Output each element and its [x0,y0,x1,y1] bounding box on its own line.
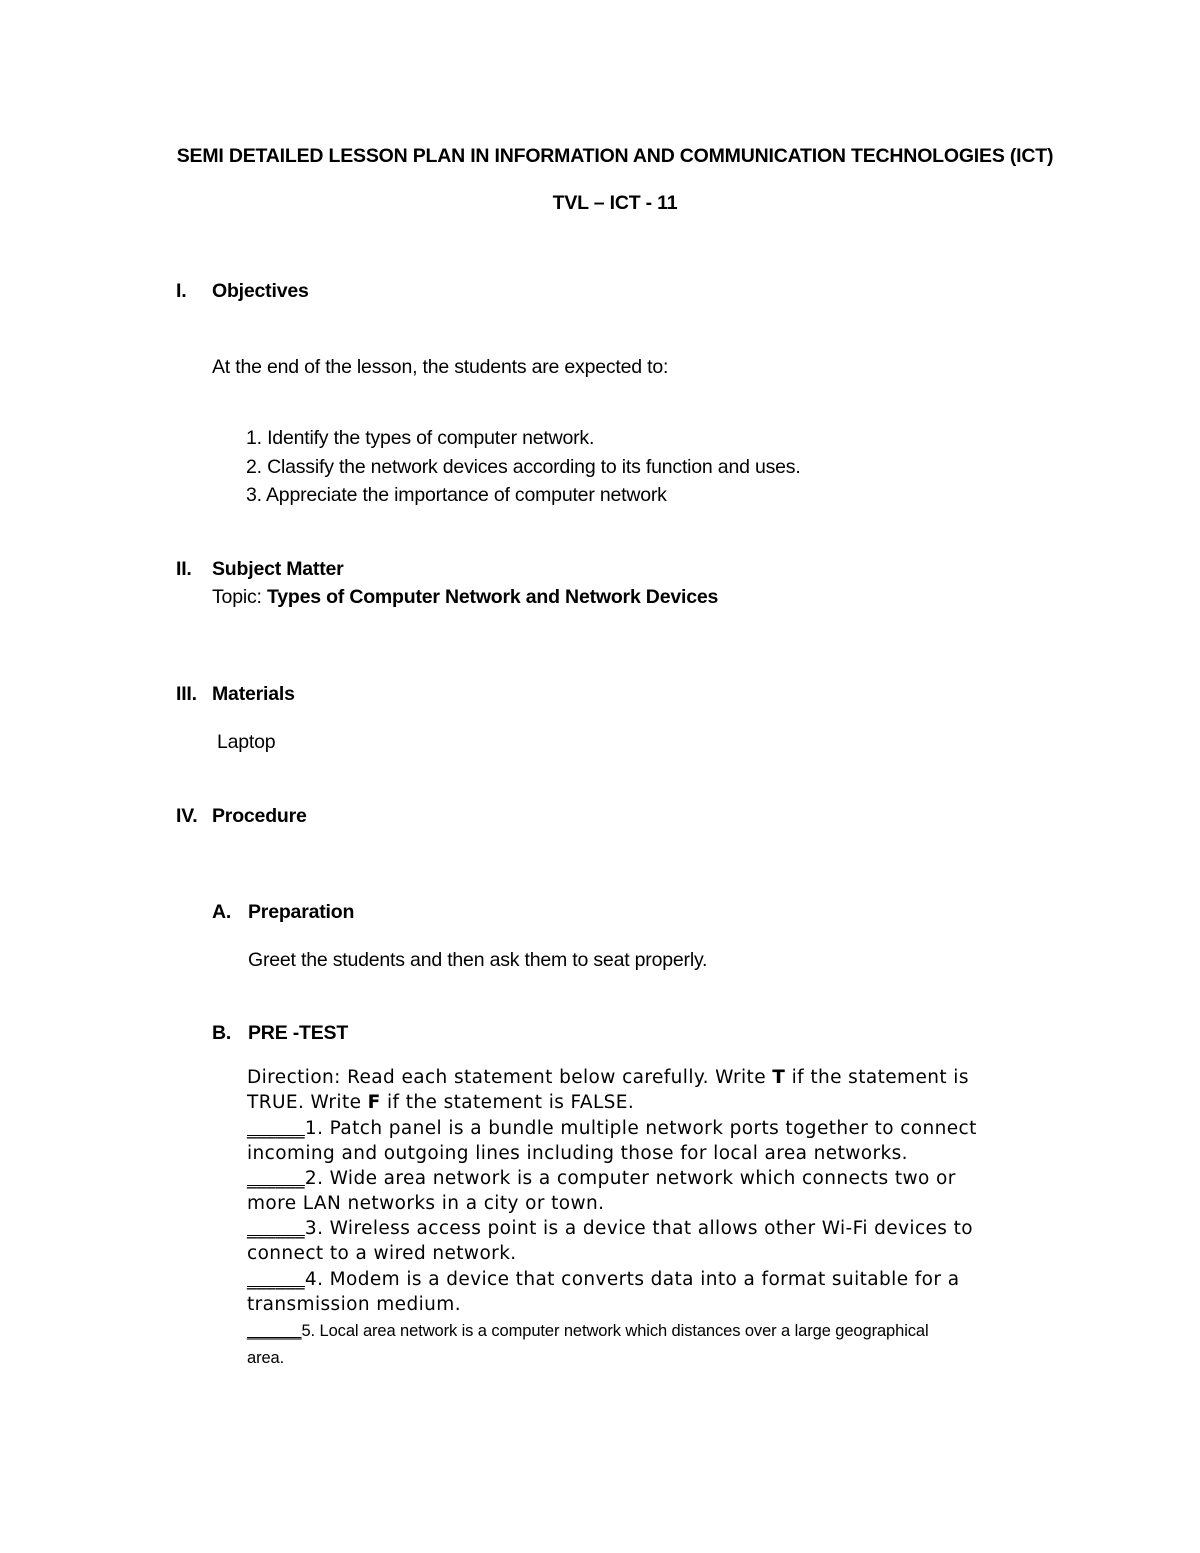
topic-value: Types of Computer Network and Network Devices [266,586,719,608]
subject-matter-title: Subject Matter [212,558,344,580]
procedure-heading [176,805,307,828]
procedure-numeral: IV. [176,805,198,827]
pretest-heading [212,1022,348,1045]
objectives-heading [176,280,309,303]
objectives-intro: At the end of the lesson, the students are expected to: [212,356,669,378]
preparation-heading [212,901,354,924]
direction-true-letter: T [772,1067,786,1088]
question-5-text: 5. Local area network is a computer network which distances over a large geographical [301,1322,929,1340]
preparation-letter: A. [212,901,232,923]
answer-blank-2: ______ [247,1168,305,1189]
question-1-line-2: incoming and outgoing lines including those for local area networks. [247,1143,908,1164]
question-3-text: 3. Wireless access point is a device that allows other Wi-Fi devices to [304,1218,974,1239]
direction-false-letter: F [367,1092,381,1113]
document-subtitle: TVL – ICT - 11 [552,192,678,214]
question-3-line-1 [247,1218,973,1239]
direction-text-b: if the statement is [785,1067,969,1088]
question-4-text: 4. Modem is a device that converts data into a format suitable for a [304,1269,960,1290]
document-title: SEMI DETAILED LESSON PLAN IN INFORMATION AND COMMUNICATION TECHNOLOGIES (ICT) [176,145,1054,167]
preparation-text: Greet the students and then ask them to seat properly. [248,949,708,971]
question-4-line-1 [247,1269,959,1290]
subject-matter-numeral: II. [176,558,192,580]
objective-item-1: 1. Identify the types of computer network. [246,427,595,449]
materials-numeral: III. [176,683,197,705]
pretest-letter: B. [212,1022,232,1044]
question-3-line-2: connect to a wired network. [247,1243,517,1264]
question-2-line-1 [247,1168,956,1189]
materials-heading [176,683,295,706]
procedure-title: Procedure [212,805,307,827]
objectives-numeral: I. [176,280,187,302]
preparation-title: Preparation [248,901,355,923]
objective-item-2: 2. Classify the network devices according to its function and uses. [246,456,801,478]
question-5-line-2: area. [247,1349,285,1367]
objectives-title: Objectives [212,280,309,302]
subject-matter-heading [176,558,344,581]
question-5-line-1 [247,1322,929,1341]
objective-item-3: 3. Appreciate the importance of computer network [246,484,667,506]
answer-blank-1: ______ [247,1118,305,1139]
answer-blank-4: ______ [247,1269,305,1290]
answer-blank-5: ______ [247,1322,302,1340]
question-2-line-2: more LAN networks in a city or town. [247,1193,605,1214]
topic-label: Topic: [212,586,267,608]
pretest-direction-line-2 [247,1092,634,1113]
direction-text-d: if the statement is FALSE. [380,1092,635,1113]
question-4-line-2: transmission medium. [247,1294,461,1315]
direction-text-a: Direction: Read each statement below carefully. Write [247,1067,773,1088]
question-2-text: 2. Wide area network is a computer network which connects two or [304,1168,956,1189]
pretest-title: PRE -TEST [248,1022,349,1044]
question-1-line-1 [247,1118,977,1139]
answer-blank-3: ______ [247,1218,305,1239]
direction-text-c: TRUE. Write [247,1092,368,1113]
pretest-direction-line-1 [247,1067,969,1088]
topic-line [212,586,718,609]
materials-title: Materials [212,683,295,705]
materials-item: Laptop [217,731,276,753]
question-1-text: 1. Patch panel is a bundle multiple network ports together to connect [304,1118,977,1139]
